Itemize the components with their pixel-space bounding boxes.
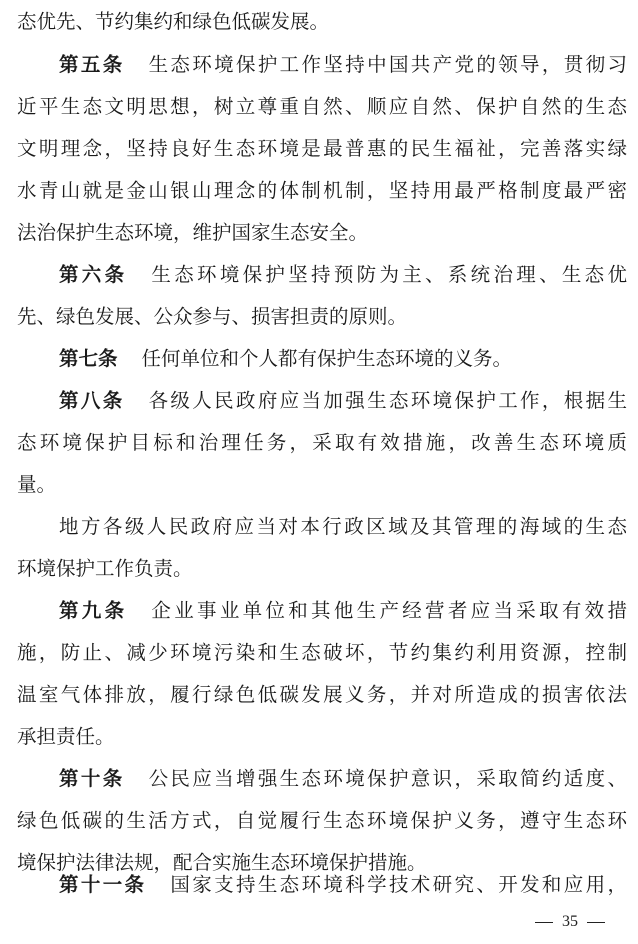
dash-left — [535, 922, 553, 923]
article-heading: 第七条 — [59, 347, 118, 370]
article-heading: 第十一条 — [59, 873, 147, 896]
page-number-value: 35 — [562, 913, 578, 930]
article-heading: 第九条 — [59, 599, 128, 622]
text-line: 态环境保护目标和治理任务，采取有效措施，改善生态环境质 — [17, 431, 627, 454]
text-line: 温室气体排放，履行绿色低碳发展义务，并对所造成的损害依法 — [17, 683, 627, 706]
article-heading: 第十条 — [59, 767, 125, 790]
text-line: 先、绿色发展、公众参与、损害担责的原则。 — [17, 305, 408, 328]
text-line: 环境保护工作负责。 — [17, 557, 193, 580]
article-10-line: 第十条 公民应当增强生态环境保护意识，采取简约适度、 — [59, 767, 627, 790]
article-7-line: 第七条 任何单位和个人都有保护生态环境的义务。 — [59, 347, 513, 370]
dash-right — [587, 922, 605, 923]
text-line: 水青山就是金山银山理念的体制机制，坚持用最严格制度最严密 — [17, 179, 627, 202]
text-line: 施，防止、减少环境污染和生态破坏，节约集约利用资源，控制 — [17, 641, 627, 664]
text-line: 量。 — [17, 473, 57, 496]
text-line: 法治保护生态环境，维护国家生态安全。 — [17, 221, 369, 244]
article-9-line: 第九条 企业事业单位和其他生产经营者应当采取有效措 — [59, 599, 627, 622]
article-8-line: 第八条 各级人民政府应当加强生态环境保护工作，根据生 — [59, 389, 627, 412]
text-line: 近平生态文明思想，树立尊重自然、顺应自然、保护自然的生态 — [17, 95, 627, 118]
page-number — [526, 910, 614, 934]
text-line: 绿色低碳的生活方式，自觉履行生态环境保护义务，遵守生态环 — [17, 809, 627, 832]
paragraph-line: 地方各级人民政府应当对本行政区域及其管理的海域的生态 — [59, 515, 627, 538]
text-line: 承担责任。 — [17, 725, 115, 748]
article-heading: 第五条 — [59, 53, 125, 76]
article-11-line: 第十一条 国家支持生态环境科学技术研究、开发和应用， — [59, 873, 627, 896]
article-6-line: 第六条 生态环境保护坚持预防为主、系统治理、生态优 — [59, 263, 627, 286]
text-line: 文明理念，坚持良好生态环境是最普惠的民生福祉，完善落实绿 — [17, 137, 627, 160]
article-heading: 第八条 — [59, 389, 125, 412]
text-line: 态优先、节约集约和绿色低碳发展。 — [17, 10, 330, 33]
text-line: 境保护法律法规，配合实施生态环境保护措施。 — [17, 851, 427, 874]
article-heading: 第六条 — [59, 263, 128, 286]
article-5-line: 第五条 生态环境保护工作坚持中国共产党的领导，贯彻习 — [59, 53, 627, 76]
